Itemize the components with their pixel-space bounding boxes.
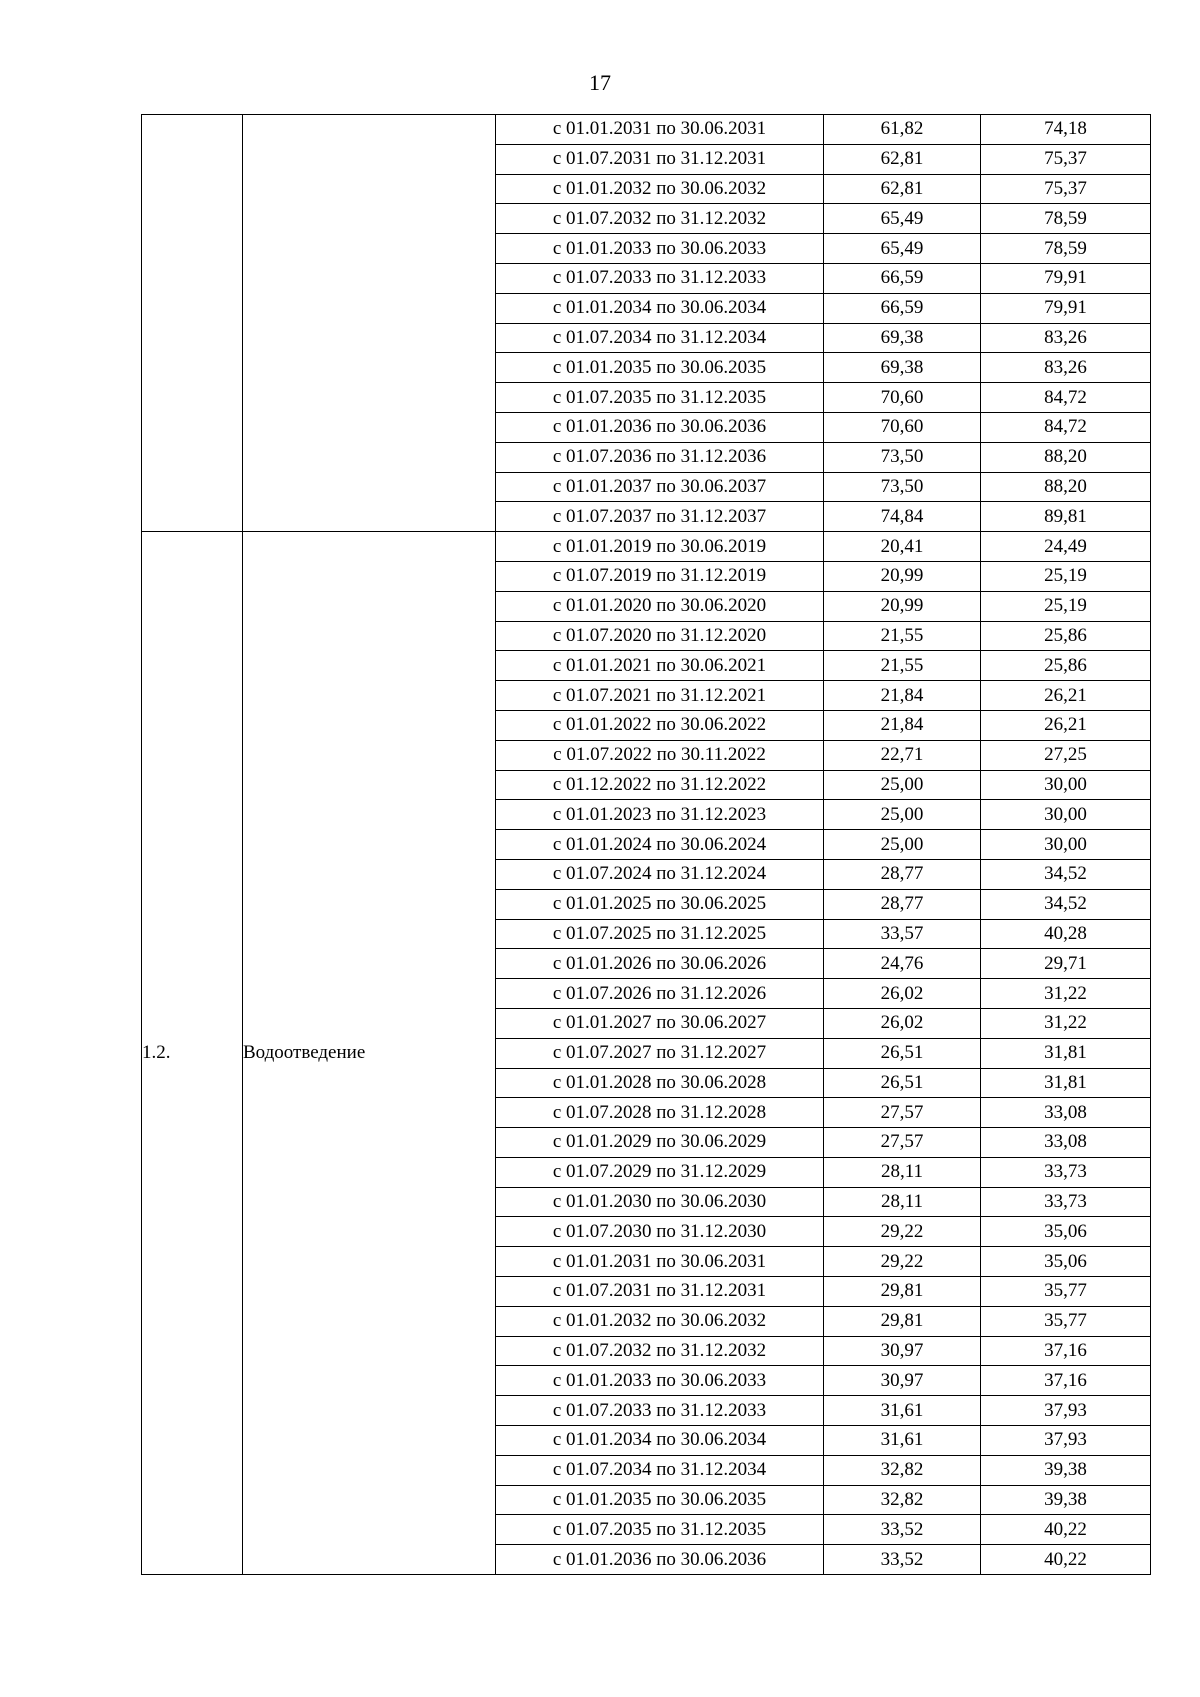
value-incl-vat-cell: 25,86 [981, 621, 1151, 651]
period-cell: с 01.07.2030 по 31.12.2030 [496, 1217, 824, 1247]
value-incl-vat-cell: 30,00 [981, 770, 1151, 800]
value-incl-vat-cell: 35,06 [981, 1217, 1151, 1247]
value-excl-vat-cell: 29,81 [824, 1277, 981, 1307]
value-excl-vat-cell: 26,02 [824, 979, 981, 1009]
value-excl-vat-cell: 26,02 [824, 1008, 981, 1038]
period-cell: с 01.01.2034 по 30.06.2034 [496, 293, 824, 323]
tariff-table-body [142, 115, 1151, 1575]
value-incl-vat-cell: 37,16 [981, 1366, 1151, 1396]
value-excl-vat-cell: 70,60 [824, 383, 981, 413]
period-cell: с 01.01.2031 по 30.06.2031 [496, 1247, 824, 1277]
period-cell: с 01.01.2030 по 30.06.2030 [496, 1187, 824, 1217]
period-cell: с 01.01.2034 по 30.06.2034 [496, 1426, 824, 1456]
value-incl-vat-cell: 39,38 [981, 1485, 1151, 1515]
table-row [142, 115, 1151, 145]
value-excl-vat-cell: 73,50 [824, 442, 981, 472]
value-excl-vat-cell: 29,22 [824, 1217, 981, 1247]
period-cell: с 01.01.2033 по 30.06.2033 [496, 234, 824, 264]
period-cell: с 01.01.2027 по 30.06.2027 [496, 1008, 824, 1038]
value-excl-vat-cell: 32,82 [824, 1485, 981, 1515]
value-excl-vat-cell: 33,52 [824, 1515, 981, 1545]
value-excl-vat-cell: 66,59 [824, 293, 981, 323]
value-incl-vat-cell: 40,22 [981, 1515, 1151, 1545]
value-excl-vat-cell: 66,59 [824, 263, 981, 293]
period-cell: с 01.07.2024 по 31.12.2024 [496, 859, 824, 889]
value-incl-vat-cell: 75,37 [981, 144, 1151, 174]
period-cell: с 01.01.2029 по 30.06.2029 [496, 1128, 824, 1158]
period-cell: с 01.07.2034 по 31.12.2034 [496, 1455, 824, 1485]
value-incl-vat-cell: 26,21 [981, 681, 1151, 711]
value-excl-vat-cell: 21,84 [824, 681, 981, 711]
value-incl-vat-cell: 37,93 [981, 1426, 1151, 1456]
period-cell: с 01.01.2031 по 30.06.2031 [496, 115, 824, 145]
value-incl-vat-cell: 30,00 [981, 830, 1151, 860]
period-cell: с 01.07.2036 по 31.12.2036 [496, 442, 824, 472]
value-excl-vat-cell: 27,57 [824, 1098, 981, 1128]
value-incl-vat-cell: 24,49 [981, 532, 1151, 562]
period-cell: с 01.07.2034 по 31.12.2034 [496, 323, 824, 353]
value-incl-vat-cell: 31,22 [981, 1008, 1151, 1038]
period-cell: с 01.07.2027 по 31.12.2027 [496, 1038, 824, 1068]
period-cell: с 01.01.2035 по 30.06.2035 [496, 1485, 824, 1515]
period-cell: с 01.01.2028 по 30.06.2028 [496, 1068, 824, 1098]
value-excl-vat-cell: 62,81 [824, 144, 981, 174]
value-incl-vat-cell: 79,91 [981, 293, 1151, 323]
value-excl-vat-cell: 33,57 [824, 919, 981, 949]
value-incl-vat-cell: 34,52 [981, 859, 1151, 889]
value-incl-vat-cell: 88,20 [981, 472, 1151, 502]
value-excl-vat-cell: 20,41 [824, 532, 981, 562]
value-excl-vat-cell: 21,55 [824, 651, 981, 681]
period-cell: с 01.01.2024 по 30.06.2024 [496, 830, 824, 860]
value-incl-vat-cell: 74,18 [981, 115, 1151, 145]
value-excl-vat-cell: 28,11 [824, 1157, 981, 1187]
period-cell: с 01.01.2019 по 30.06.2019 [496, 532, 824, 562]
value-excl-vat-cell: 31,61 [824, 1396, 981, 1426]
value-incl-vat-cell: 84,72 [981, 412, 1151, 442]
value-incl-vat-cell: 37,16 [981, 1336, 1151, 1366]
period-cell: с 01.07.2037 по 31.12.2037 [496, 502, 824, 532]
value-excl-vat-cell: 21,55 [824, 621, 981, 651]
value-excl-vat-cell: 28,77 [824, 889, 981, 919]
value-excl-vat-cell: 29,22 [824, 1247, 981, 1277]
value-excl-vat-cell: 70,60 [824, 412, 981, 442]
value-excl-vat-cell: 25,00 [824, 800, 981, 830]
value-excl-vat-cell: 25,00 [824, 830, 981, 860]
value-excl-vat-cell: 28,11 [824, 1187, 981, 1217]
value-incl-vat-cell: 25,19 [981, 561, 1151, 591]
value-excl-vat-cell: 26,51 [824, 1068, 981, 1098]
period-cell: с 01.07.2032 по 31.12.2032 [496, 204, 824, 234]
period-cell: с 01.07.2021 по 31.12.2021 [496, 681, 824, 711]
value-excl-vat-cell: 21,84 [824, 710, 981, 740]
value-incl-vat-cell: 33,73 [981, 1187, 1151, 1217]
period-cell: с 01.01.2036 по 30.06.2036 [496, 412, 824, 442]
value-incl-vat-cell: 35,77 [981, 1306, 1151, 1336]
period-cell: с 01.07.2019 по 31.12.2019 [496, 561, 824, 591]
period-cell: с 01.07.2029 по 31.12.2029 [496, 1157, 824, 1187]
period-cell: с 01.01.2020 по 30.06.2020 [496, 591, 824, 621]
value-incl-vat-cell: 84,72 [981, 383, 1151, 413]
value-incl-vat-cell: 78,59 [981, 204, 1151, 234]
tariff-table [141, 114, 1151, 1575]
period-cell: с 01.01.2032 по 30.06.2032 [496, 174, 824, 204]
value-incl-vat-cell: 31,81 [981, 1068, 1151, 1098]
value-excl-vat-cell: 27,57 [824, 1128, 981, 1158]
value-incl-vat-cell: 26,21 [981, 710, 1151, 740]
period-cell: с 01.07.2022 по 30.11.2022 [496, 740, 824, 770]
value-excl-vat-cell: 26,51 [824, 1038, 981, 1068]
value-excl-vat-cell: 30,97 [824, 1366, 981, 1396]
period-cell: с 01.01.2032 по 30.06.2032 [496, 1306, 824, 1336]
value-incl-vat-cell: 33,73 [981, 1157, 1151, 1187]
value-incl-vat-cell: 31,81 [981, 1038, 1151, 1068]
value-excl-vat-cell: 65,49 [824, 234, 981, 264]
value-excl-vat-cell: 61,82 [824, 115, 981, 145]
value-incl-vat-cell: 35,77 [981, 1277, 1151, 1307]
value-excl-vat-cell: 69,38 [824, 353, 981, 383]
period-cell: с 01.01.2025 по 30.06.2025 [496, 889, 824, 919]
value-incl-vat-cell: 83,26 [981, 323, 1151, 353]
value-excl-vat-cell: 74,84 [824, 502, 981, 532]
period-cell: с 01.07.2035 по 31.12.2035 [496, 1515, 824, 1545]
value-incl-vat-cell: 40,22 [981, 1545, 1151, 1575]
value-incl-vat-cell: 83,26 [981, 353, 1151, 383]
value-excl-vat-cell: 20,99 [824, 561, 981, 591]
period-cell: с 01.01.2022 по 30.06.2022 [496, 710, 824, 740]
period-cell: с 01.07.2035 по 31.12.2035 [496, 383, 824, 413]
period-cell: с 01.07.2031 по 31.12.2031 [496, 144, 824, 174]
period-cell: с 01.01.2033 по 30.06.2033 [496, 1366, 824, 1396]
section-number-cell: 1.2. [142, 532, 243, 1575]
value-incl-vat-cell: 30,00 [981, 800, 1151, 830]
value-incl-vat-cell: 33,08 [981, 1128, 1151, 1158]
value-excl-vat-cell: 65,49 [824, 204, 981, 234]
value-incl-vat-cell: 35,06 [981, 1247, 1151, 1277]
period-cell: с 01.07.2025 по 31.12.2025 [496, 919, 824, 949]
value-excl-vat-cell: 62,81 [824, 174, 981, 204]
value-excl-vat-cell: 24,76 [824, 949, 981, 979]
value-excl-vat-cell: 30,97 [824, 1336, 981, 1366]
period-cell: с 01.01.2021 по 30.06.2021 [496, 651, 824, 681]
period-cell: с 01.01.2026 по 30.06.2026 [496, 949, 824, 979]
section-number-cell [142, 115, 243, 532]
section-name-cell: Водоотведение [243, 532, 496, 1575]
value-excl-vat-cell: 25,00 [824, 770, 981, 800]
value-incl-vat-cell: 27,25 [981, 740, 1151, 770]
value-incl-vat-cell: 78,59 [981, 234, 1151, 264]
value-incl-vat-cell: 34,52 [981, 889, 1151, 919]
value-incl-vat-cell: 89,81 [981, 502, 1151, 532]
value-incl-vat-cell: 33,08 [981, 1098, 1151, 1128]
value-incl-vat-cell: 25,19 [981, 591, 1151, 621]
value-excl-vat-cell: 31,61 [824, 1426, 981, 1456]
table-row [142, 532, 1151, 562]
period-cell: с 01.07.2026 по 31.12.2026 [496, 979, 824, 1009]
period-cell: с 01.01.2037 по 30.06.2037 [496, 472, 824, 502]
value-incl-vat-cell: 39,38 [981, 1455, 1151, 1485]
value-incl-vat-cell: 29,71 [981, 949, 1151, 979]
value-incl-vat-cell: 79,91 [981, 263, 1151, 293]
page-number: 17 [589, 70, 611, 95]
period-cell: с 01.12.2022 по 31.12.2022 [496, 770, 824, 800]
value-incl-vat-cell: 75,37 [981, 174, 1151, 204]
value-excl-vat-cell: 20,99 [824, 591, 981, 621]
value-incl-vat-cell: 40,28 [981, 919, 1151, 949]
period-cell: с 01.01.2035 по 30.06.2035 [496, 353, 824, 383]
value-excl-vat-cell: 33,52 [824, 1545, 981, 1575]
value-incl-vat-cell: 25,86 [981, 651, 1151, 681]
period-cell: с 01.01.2023 по 31.12.2023 [496, 800, 824, 830]
value-excl-vat-cell: 73,50 [824, 472, 981, 502]
period-cell: с 01.07.2032 по 31.12.2032 [496, 1336, 824, 1366]
value-excl-vat-cell: 29,81 [824, 1306, 981, 1336]
section-name-cell [243, 115, 496, 532]
value-incl-vat-cell: 37,93 [981, 1396, 1151, 1426]
value-excl-vat-cell: 22,71 [824, 740, 981, 770]
period-cell: с 01.07.2028 по 31.12.2028 [496, 1098, 824, 1128]
period-cell: с 01.07.2020 по 31.12.2020 [496, 621, 824, 651]
period-cell: с 01.07.2033 по 31.12.2033 [496, 263, 824, 293]
period-cell: с 01.01.2036 по 30.06.2036 [496, 1545, 824, 1575]
value-incl-vat-cell: 31,22 [981, 979, 1151, 1009]
period-cell: с 01.07.2033 по 31.12.2033 [496, 1396, 824, 1426]
value-excl-vat-cell: 28,77 [824, 859, 981, 889]
period-cell: с 01.07.2031 по 31.12.2031 [496, 1277, 824, 1307]
value-incl-vat-cell: 88,20 [981, 442, 1151, 472]
value-excl-vat-cell: 69,38 [824, 323, 981, 353]
value-excl-vat-cell: 32,82 [824, 1455, 981, 1485]
